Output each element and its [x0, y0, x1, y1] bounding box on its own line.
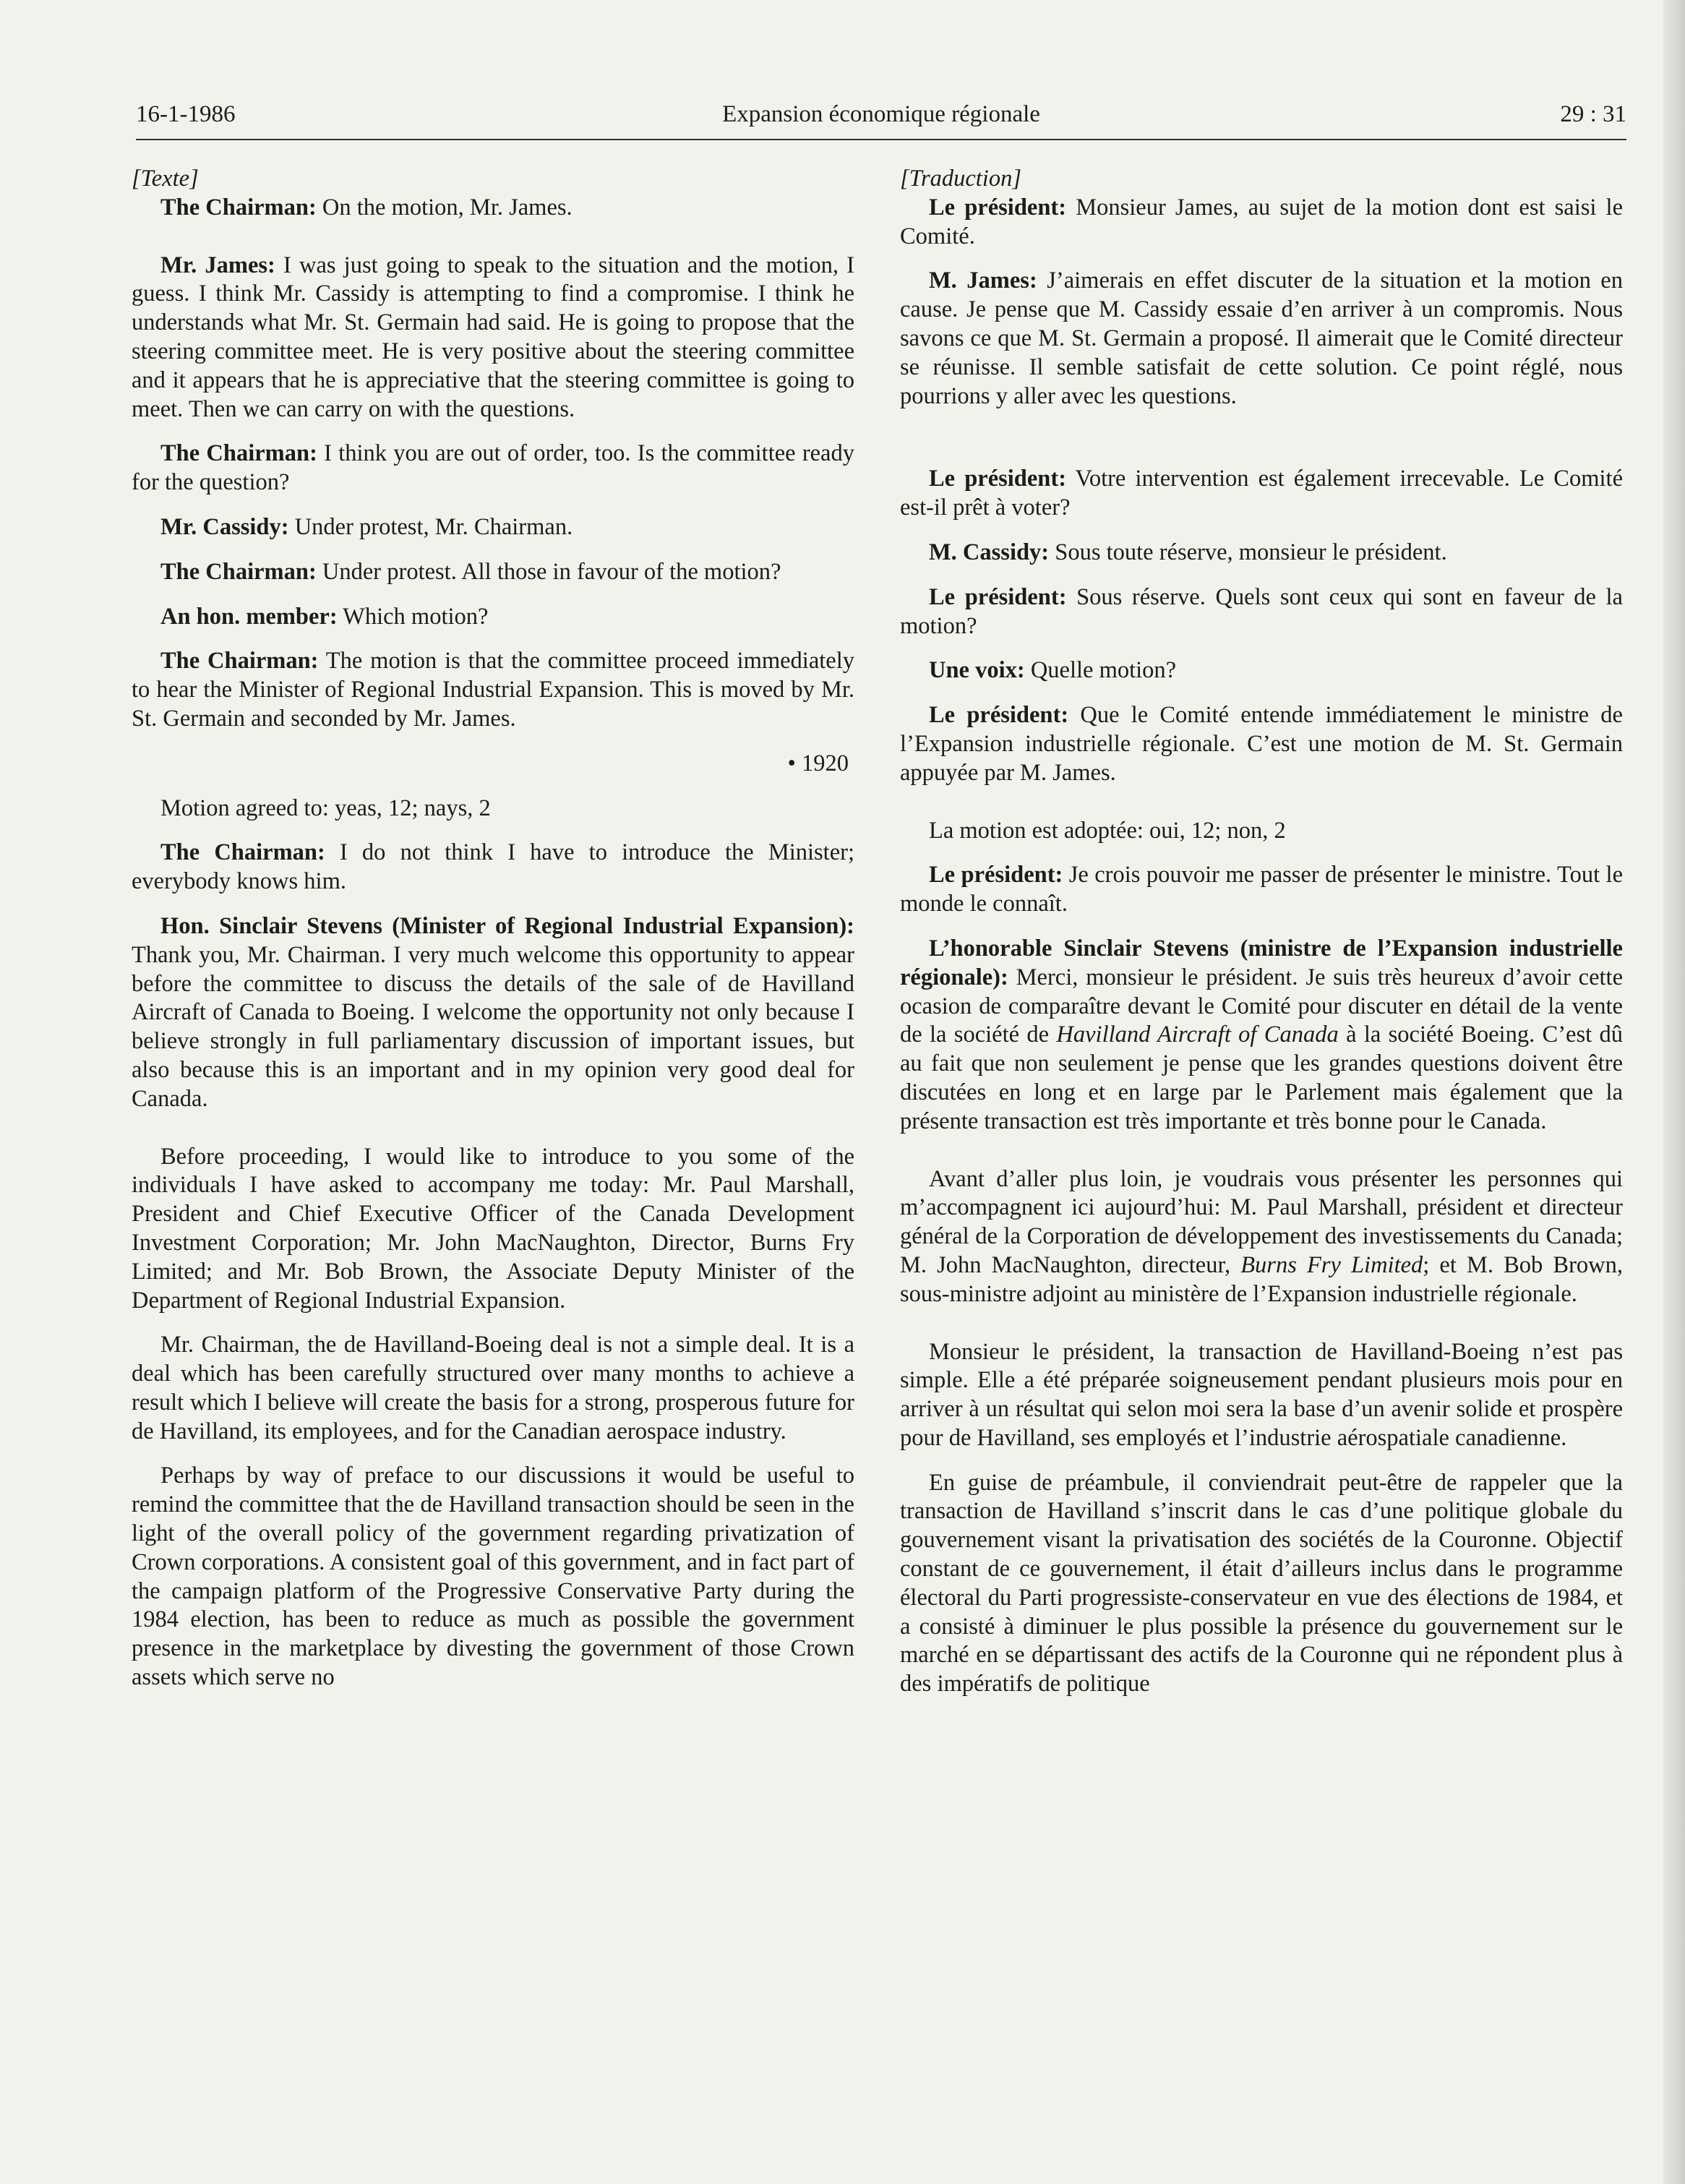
paragraph: M. James: J’aimerais en effet discuter de la situation et la motion en cause. Je pense que M. Cassidy essaie d’en arriver à un compromis. Nous savons ce que M. St. Germain a proposé. Il aimerait que le Comité directeur se réunisse. Il semble satisfait de cette solution. Ce point réglé, nous pourrions y aller avec les questions. [900, 267, 1623, 409]
paragraph: Avant d’aller plus loin, je voudrais vous présenter les personnes qui m’accompagnent ici aujourd’hui: M. Paul Marshall, président et directeur général de la Corporation de développement des investissements du Canada; M. John MacNaughton, directeur, Burns Fry Limited; et M. Bob Brown, sous-ministre adjoint au ministère de l’Expansion industrielle régionale. [900, 1165, 1623, 1307]
paragraph: The Chairman: The motion is that the committee proceed immediately to hear the Minister of Regional Industrial Expansion. This is moved by Mr. St. Germain and seconded by Mr. James. [132, 648, 854, 732]
header-title: Expansion économique régionale [722, 101, 1040, 127]
speaker: Une voix: [929, 657, 1025, 684]
speaker: The Chairman: [160, 839, 325, 866]
paragraph: Une voix: Quelle motion? [929, 657, 1177, 684]
paragraph: Le président: Monsieur James, au sujet de la motion dont est saisi le Comité. [900, 194, 1623, 249]
paragraph: Le président: Sous réserve. Quels sont ceux qui sont en faveur de la motion? [900, 583, 1623, 639]
language-tag: [Texte] [132, 166, 199, 192]
language-tag: [Traduction] [900, 166, 1021, 192]
speaker: The Chairman: [160, 558, 317, 585]
paragraph: An hon. member: Which motion? [160, 603, 489, 630]
speaker: Le président: [929, 466, 1067, 492]
speaker: Mr. Cassidy: [160, 513, 289, 540]
header-date: 16-1-1986 [136, 101, 236, 127]
paragraph: Before proceeding, I would like to introduce to you some of the individuals I have asked to accompany me today: Mr. Paul Marshall, President and Chief Executive Officer of the Canada Development Investment Corporation; Mr. John MacNaughton, Director, Burns Fry Limited; and Mr. Bob Brown, the Associate Deputy Minister of the Department of Regional Industrial Expansion. [132, 1143, 854, 1314]
speaker: Le président: [929, 583, 1067, 610]
paragraph: Mr. James: I was just going to speak to the situation and the motion, I guess. I think Mr. Cassidy is attempting to find a compromise. I think he understands what Mr. St. Germain had said. He is going to propose that the steering committee meet. He is very positive about the steering committee and it appears that he is appreciative that the steering committee is going to meet. Then we can carry on with the questions. [132, 252, 854, 422]
paragraph: Mr. Chairman, the de Havilland-Boeing deal is not a simple deal. It is a deal which has been carefully structured over many months to achieve a result which I believe will create the basis for a strong, prosperous future for de Havilland, its employees, and for the Canadian aerospace industry. [132, 1332, 854, 1444]
english-column [132, 165, 854, 1692]
speaker: The Chairman: [160, 440, 317, 467]
speaker: The Chairman: [160, 194, 317, 220]
paragraph: The Chairman: Under protest. All those in favour of the motion? [160, 558, 781, 585]
header-page-number: 29 : 31 [1560, 101, 1626, 127]
paragraph: The Chairman: I think you are out of order, too. Is the committee ready for the question? [132, 440, 854, 496]
paragraph: Mr. Cassidy: Under protest, Mr. Chairman. [160, 513, 573, 540]
speaker: L’honorable Sinclair Stevens (ministre de l’Expansion industrielle régionale): [900, 935, 1623, 990]
speaker: M. Cassidy: [929, 539, 1050, 565]
paragraph: The Chairman: On the motion, Mr. James. [160, 194, 573, 220]
paragraph: Monsieur le président, la transaction de Havilland-Boeing n’est pas simple. Elle a été préparée soigneusement pendant plusieurs mois pour en arriver à un résultat qui selon moi sera la base d’un avenir solide et prospère pour de Havilland, ses employés et l’industrie aérospatiale canadienne. [900, 1338, 1623, 1451]
header-rule [136, 139, 1626, 140]
page-header [136, 101, 1626, 145]
paragraph: Le président: Que le Comité entende immédiatement le ministre de l’Expansion industrielle régionale. C’est une motion de M. St. Germain appuyée par M. James. [900, 702, 1623, 786]
speaker: The Chairman: [160, 648, 319, 675]
time-marker: • 1920 [787, 750, 849, 776]
paragraph: Le président: Votre intervention est également irrecevable. Le Comité est-il prêt à voter? [900, 466, 1624, 521]
speaker: Hon. Sinclair Stevens (Minister of Regional Industrial Expansion): [160, 912, 854, 939]
speaker: Le président: [929, 702, 1069, 729]
paragraph: Le président: Je crois pouvoir me passer de présenter le ministre. Tout le monde le connaît. [900, 862, 1623, 917]
paragraph: Hon. Sinclair Stevens (Minister of Regional Industrial Expansion): Thank you, Mr. Chairman. I very much welcome this opportunity to appear before the committee to discuss the details of the sale of de Havilland Aircraft of Canada to Boeing. I welcome the opportunity not only because I believe strongly in full parliamentary discussion of important issues, but also because this is an important and in my opinion very good deal for Canada. [132, 912, 854, 1112]
paragraph: Motion agreed to: yeas, 12; nays, 2 [160, 795, 491, 821]
paragraph: La motion est adoptée: oui, 12; non, 2 [929, 817, 1286, 844]
speaker: An hon. member: [160, 603, 338, 630]
paragraph: Perhaps by way of preface to our discussions it would be useful to remind the committee that the de Havilland transaction should be seen in the light of the overall policy of the government regarding privatization of Crown corporations. A consistent goal of this government, and in fact part of the campaign platform of the Progressive Conservative Party during the 1984 election, has been to reduce as much as possible the government presence in the marketplace by divesting the government of those Crown assets which serve no [132, 1463, 854, 1691]
paragraph: The Chairman: I do not think I have to introduce the Minister; everybody knows him. [132, 839, 854, 895]
paragraph: En guise de préambule, il conviendrait peut-être de rappeler que la transaction de Havilland s’inscrit dans le cas d’une politique globale du gouvernement visant la privatisation des sociétés de la Couronne. Objectif constant de ce gouvernement, il était d’ailleurs inclus dans le programme électoral du Parti progressiste-conservateur en vue des élections de 1984, et a consisté à diminuer le plus possible la présence du gouvernement sur le marché en se départissant des actifs de la Couronne qui ne répondent plus à des impératifs de politique [900, 1469, 1623, 1697]
speaker: Mr. James: [160, 252, 275, 278]
speaker: Le président: [929, 862, 1063, 888]
page-edge [1663, 0, 1685, 2184]
french-column [900, 165, 1623, 1699]
paragraph: L’honorable Sinclair Stevens (ministre de l’Expansion industrielle régionale): Merci, monsieur le président. Je suis très heureux d’avoir cette ocasion de comparaître devant le Comité pour discuter en détail de la vente de la société de Havilland Aircraft of Canada à la société Boeing. C’est dû au fait que non seulement je pense que les grandes questions doivent être discutées en long et en large par le Parlement mais également que la présente transaction est très importante et très bonne pour le Canada. [900, 935, 1623, 1134]
speaker: M. James: [929, 267, 1037, 294]
paragraph: M. Cassidy: Sous toute réserve, monsieur le président. [929, 539, 1447, 565]
speaker: Le président: [929, 194, 1067, 220]
